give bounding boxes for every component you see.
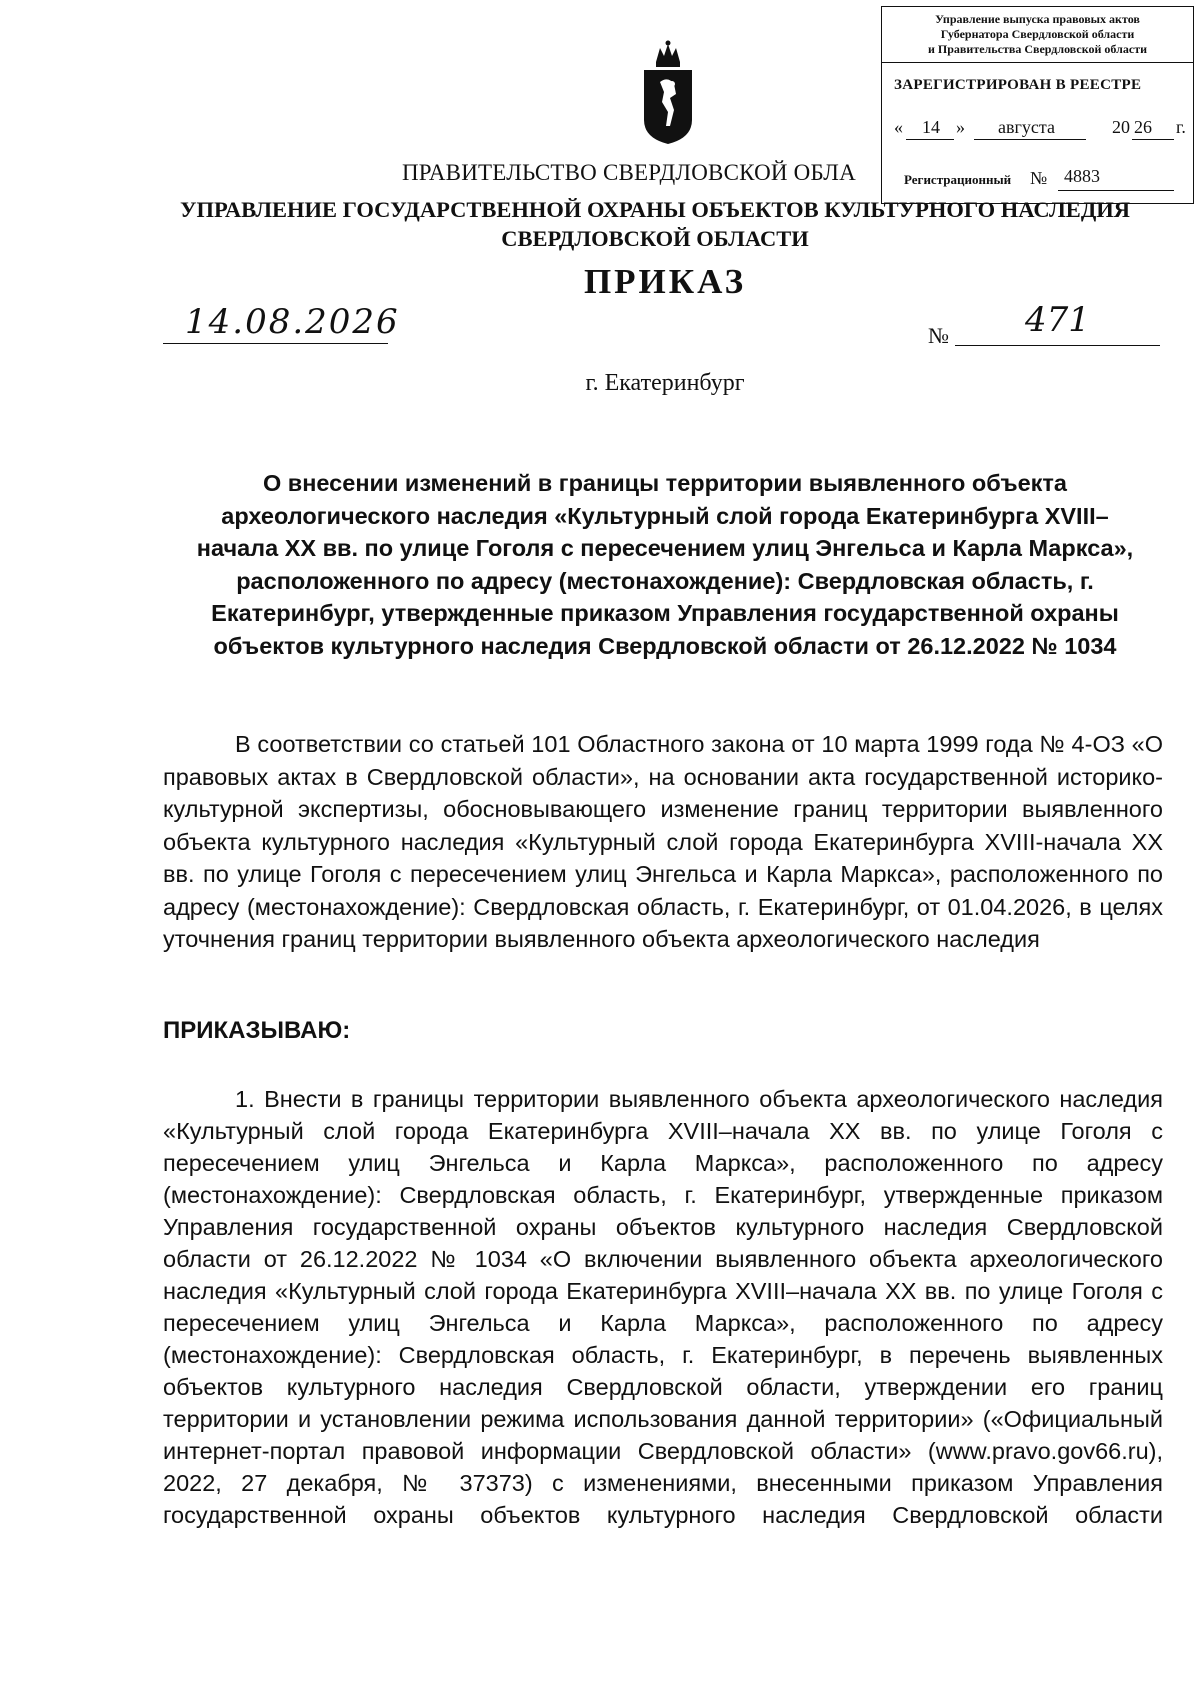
document-type: ПРИКАЗ [583,262,747,301]
number-underline [955,345,1160,346]
stamp-day-underline [906,139,954,140]
stamp-regnum: 4883 [1064,166,1100,186]
government-name: ПРАВИТЕЛЬСТВО СВЕРДЛОВСКОЙ ОБЛА [402,160,856,185]
stamp-year-abbr: г. [1176,117,1186,137]
coat-of-arms-emblem [630,40,706,146]
stamp-close-quote: » [956,117,965,137]
stamp-day: 14 [922,117,940,137]
stamp-header [882,7,1193,63]
stamp-year-underline [1132,139,1174,140]
city: г. Екатеринбург [585,370,745,396]
preamble-paragraph: В соответствии со статьей 101 Областного закона от 10 марта 1999 года № 4-ОЗ «О правовых актах в Свердловской области», на основании акта государственной историко-культурной экспертизы, обосновывающего изменение границ территории выявленного объекта культурного наследия «Культурный слой города Екатеринбурга XVIII-начала XX вв. по улице Гоголя с пересечением улиц Энгельса и Карла Маркса», расположенного по адресу (местонахождение): Свердловская область, г. Екатеринбург, от 01.04.2026, в целях уточнения границ территории выявленного объекта археологического наследия [163,731,1163,952]
stamp-month: августа [998,117,1055,137]
registration-stamp [881,6,1194,204]
document-title: О внесении изменений в границы территории выявленного объекта археологического наследия «Культурный слой города Екатеринбурга XVIII–начала XX вв. по улице Гоголя с пересечением улиц Энгельса и Карла Маркса», расположенного по адресу (местонахождение): Свердловская область, г. Екатеринбург, утвержденные приказом Управления государственной охраны объектов культурного наследия Свердловской области от 26.12.2022 № 1034 [196,470,1134,659]
order-heading: ПРИКАЗЫВАЮ: [163,1017,351,1044]
stamp-year-prefix: 20 [1112,117,1130,137]
department-name: УПРАВЛЕНИЕ ГОСУДАРСТВЕННОЙ ОХРАНЫ ОБЪЕКТОВ КУЛЬТУРНОГО НАСЛЕДИЯ СВЕРДЛОВСКОЙ ОБЛАСТИ [179,197,1131,251]
handwritten-number: 471 [1025,300,1090,340]
handwritten-date: 14.08.2026 [185,302,400,342]
stamp-header-line: и Правительства Свердловской области [928,42,1147,56]
date-underline [163,343,388,344]
stamp-month-underline [974,139,1086,140]
stamp-header-line: Губернатора Свердловской области [940,27,1135,41]
stamp-header-line: Управление выпуска правовых актов [935,12,1140,26]
stamp-no-sign: № [1030,168,1048,188]
number-sign: № [928,323,949,348]
stamp-regnum-label: Регистрационный [904,172,1012,187]
order-item-1: 1. Внести в границы территории выявленного объекта археологического наследия «Культурный слой города Екатеринбурга XVIII–начала XX вв. по улице Гоголя с пересечением улиц Энгельса и Карла Маркса», расположенного по адресу (местонахождение): Свердловская область, г. Екатеринбург, утвержденные приказом Управления государственной охраны объектов культурного наследия Свердловской области от 26.12.2022 № 1034 «О включении выявленного объекта археологического наследия «Культурный слой города Екатеринбурга XVIII–начала XX вв. по улице Гоголя с пересечением улиц Энгельса и Карла Маркса», расположенного по адресу (местонахождение): Свердловская область, г. Екатеринбург, в перечень выявленных объектов культурного наследия Свердловской области, утверждении его границ территории и установлении режима использования данной территории» («Официальный интернет-портал правовой информации Свердловской области» (www.pravo.gov66.ru), 2022, 27 декабря, № 37373) с изменениями, внесенными приказом Управления государственной охраны объектов культурного наследия Свердловской области [163,1086,1163,1528]
stamp-regnum-underline [1058,190,1174,191]
stamp-year-suffix: 26 [1134,117,1152,137]
stamp-open-quote: « [894,117,903,137]
stamp-registered-label: ЗАРЕГИСТРИРОВАН В РЕЕСТРЕ [894,77,1142,93]
